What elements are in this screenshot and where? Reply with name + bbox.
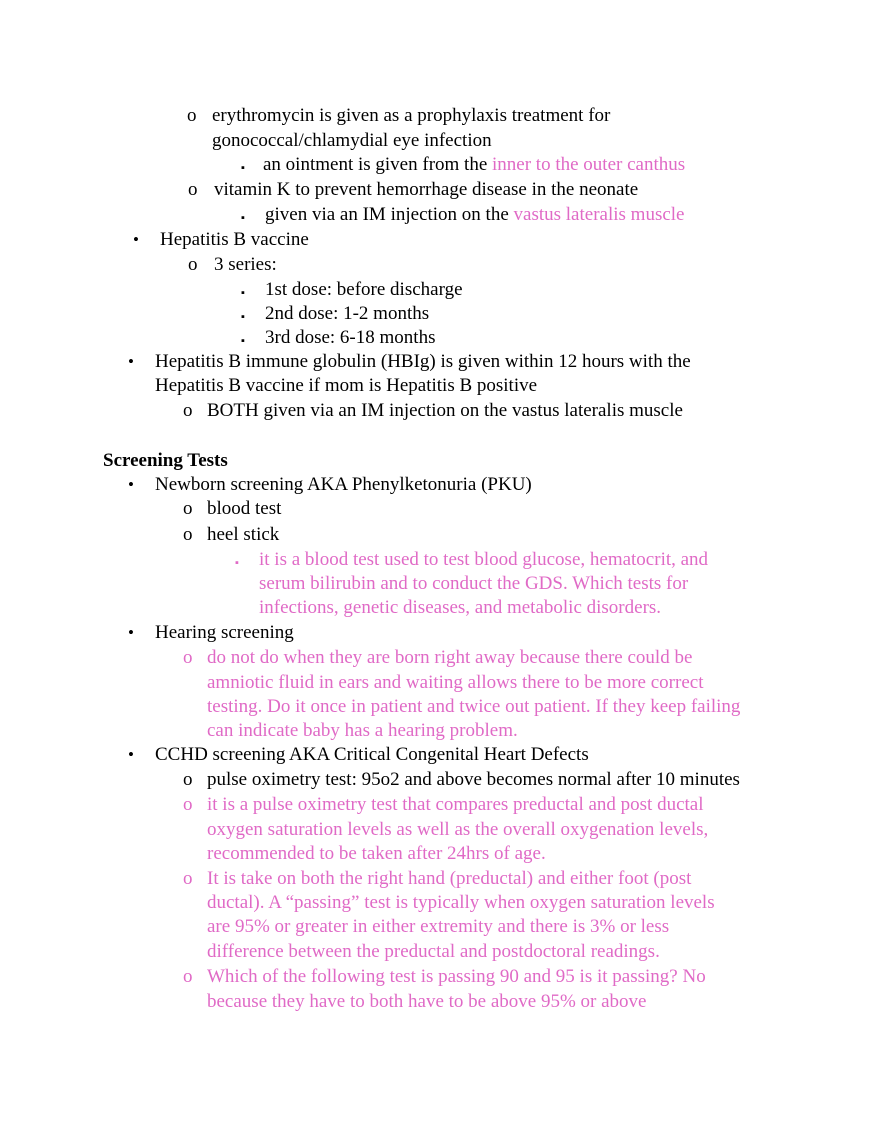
circle-bullet: o <box>183 524 193 545</box>
list-item-continuation: because they have to both have to be above 95% or above <box>207 991 647 1012</box>
list-item: CCHD screening AKA Critical Congenital Heart Defects <box>155 744 589 765</box>
disc-bullet: • <box>128 745 134 764</box>
list-item-continuation: ductal). A “passing” test is typically when oxygen saturation levels <box>207 892 715 913</box>
circle-bullet: o <box>183 400 193 421</box>
circle-bullet: o <box>183 647 193 668</box>
section-heading: Screening Tests <box>103 450 228 471</box>
list-item: BOTH given via an IM injection on the vastus lateralis muscle <box>207 400 683 421</box>
list-item: 3 series: <box>214 254 277 275</box>
square-bullet: ▪ <box>235 557 239 569</box>
list-item-continuation: infections, genetic diseases, and metabolic disorders. <box>259 597 662 618</box>
list-item-continuation: difference between the preductal and postdoctoral readings. <box>207 941 660 962</box>
list-item-continuation: oxygen saturation levels as well as the overall oxygenation levels, <box>207 819 709 840</box>
list-item-continuation: can indicate baby has a hearing problem. <box>207 720 518 741</box>
circle-bullet: o <box>183 794 193 815</box>
list-item-continuation: serum bilirubin and to conduct the GDS. Which tests for <box>259 573 689 594</box>
list-item-continuation: Hepatitis B vaccine if mom is Hepatitis B positive <box>155 375 538 396</box>
square-bullet: ▪ <box>241 311 245 323</box>
list-item: do not do when they are born right away because there could be <box>207 647 693 668</box>
disc-bullet: • <box>128 475 134 494</box>
list-item: it is a blood test used to test blood glucose, hematocrit, and <box>259 549 709 570</box>
list-item: given via an IM injection on the vastus lateralis muscle <box>265 204 685 225</box>
circle-bullet: o <box>183 498 193 519</box>
disc-bullet: • <box>133 230 139 249</box>
list-item-continuation: testing. Do it once in patient and twice out patient. If they keep failing <box>207 696 741 717</box>
list-item-continuation: are 95% or greater in either extremity and there is 3% or less <box>207 916 670 937</box>
circle-bullet: o <box>183 966 193 987</box>
list-item: erythromycin is given as a prophylaxis treatment for <box>212 105 611 126</box>
circle-bullet: o <box>188 254 198 275</box>
list-item: pulse oximetry test: 95o2 and above becomes normal after 10 minutes <box>207 769 740 790</box>
list-item: Hepatitis B vaccine <box>160 229 309 250</box>
list-item: Hepatitis B immune globulin (HBIg) is given within 12 hours with the <box>155 351 691 372</box>
list-item: vitamin K to prevent hemorrhage disease in the neonate <box>214 179 639 200</box>
list-item: 2nd dose: 1-2 months <box>265 303 430 324</box>
list-item: it is a pulse oximetry test that compares preductal and post ductal <box>207 794 704 815</box>
circle-bullet: o <box>183 868 193 889</box>
circle-bullet: o <box>188 179 198 200</box>
square-bullet: ▪ <box>241 287 245 299</box>
disc-bullet: • <box>128 623 134 642</box>
list-item: 3rd dose: 6-18 months <box>265 327 436 348</box>
circle-bullet: o <box>187 105 197 126</box>
highlighted-text: vastus lateralis muscle <box>513 204 685 225</box>
circle-bullet: o <box>183 769 193 790</box>
highlighted-text: inner to the outer canthus <box>492 154 686 175</box>
square-bullet: ▪ <box>241 212 245 224</box>
list-item-continuation: amniotic fluid in ears and waiting allows there to be more correct <box>207 672 704 693</box>
square-bullet: ▪ <box>241 335 245 347</box>
list-item: It is take on both the right hand (preductal) and either foot (post <box>207 868 692 889</box>
list-item: Which of the following test is passing 90 and 95 is it passing? No <box>207 966 706 987</box>
list-item: heel stick <box>207 524 280 545</box>
list-item: an ointment is given from the inner to the outer canthus <box>263 154 686 175</box>
list-item-continuation: gonococcal/chlamydial eye infection <box>212 130 492 151</box>
list-item: blood test <box>207 498 282 519</box>
list-item: Hearing screening <box>155 622 294 643</box>
list-item-continuation: recommended to be taken after 24hrs of age. <box>207 843 546 864</box>
square-bullet: ▪ <box>241 162 245 174</box>
list-item: Newborn screening AKA Phenylketonuria (PKU) <box>155 474 532 495</box>
disc-bullet: • <box>128 352 134 371</box>
list-item: 1st dose: before discharge <box>265 279 463 300</box>
